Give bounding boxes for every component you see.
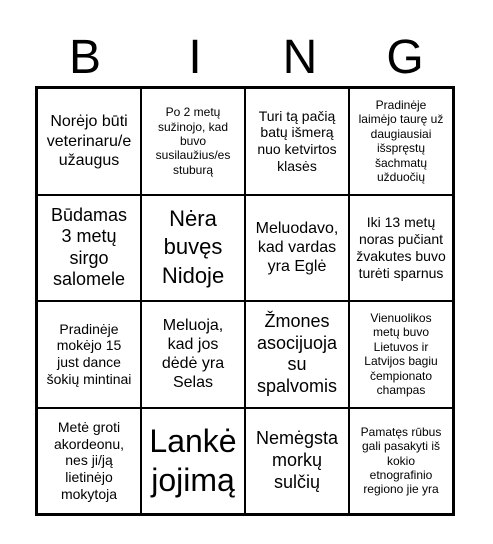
bingo-cell[interactable]: Pamatęs rūbus gali pasakyti iš kokio etnografinio regiono jie yra <box>349 408 453 515</box>
bingo-cell[interactable]: Pradinėje mokėjo 15 just dance šokių mintinai <box>37 301 141 408</box>
bingo-cell[interactable]: Pradinėje laimėjo taurę už daugiausiai išspręstų šachmatų užduočių <box>349 88 453 195</box>
bingo-cell[interactable]: Meluoja, kad jos dėdė yra Selas <box>141 301 245 408</box>
bingo-cell[interactable]: Turi tą pačią batų išmerą nuo ketvirtos klasės <box>245 88 349 195</box>
bingo-cell[interactable]: Nėra buvęs Nidoje <box>141 195 245 302</box>
bingo-cell[interactable]: Būdamas 3 metų sirgo salomele <box>37 195 141 302</box>
header-letter-n: N <box>282 31 318 84</box>
header-letter-i: I <box>188 31 202 84</box>
bingo-cell[interactable]: Norėjo būti veterinaru/e užaugus <box>37 88 141 195</box>
bingo-grid <box>35 86 455 516</box>
bingo-cell[interactable]: Lankė jojimą <box>141 408 245 515</box>
bingo-cell[interactable]: Metė groti akordeonu, nes ji/ją lietinėjo mokytoja <box>37 408 141 515</box>
header-letter-g: G <box>386 31 424 84</box>
bingo-cell[interactable]: Meluodavo, kad vardas yra Eglė <box>245 195 349 302</box>
bingo-cell[interactable]: Žmones asocijuoja su spalvomis <box>245 301 349 408</box>
bingo-cell[interactable]: Iki 13 metų noras pučiant žvakutes buvo turėti sparnus <box>349 195 453 302</box>
bingo-cell[interactable]: Po 2 metų sužinojo, kad buvo susilaužius/es stuburą <box>141 88 245 195</box>
bingo-cell[interactable]: Nemėgsta morkų sulčių <box>245 408 349 515</box>
header-letter-b: B <box>68 31 101 84</box>
bingo-cell[interactable]: Vienuolikos metų buvo Lietuvos ir Latvijos bagiu čempionato champas <box>349 301 453 408</box>
bingo-header <box>35 28 455 88</box>
